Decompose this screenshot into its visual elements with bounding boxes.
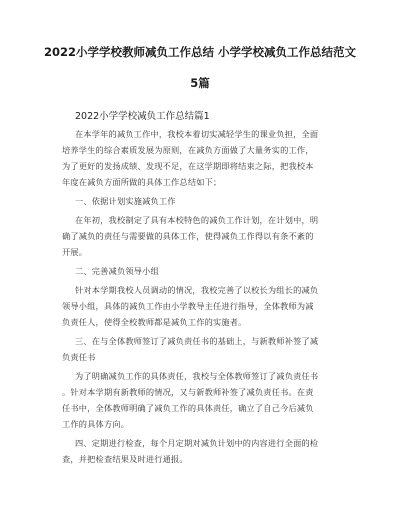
body-line: 查，并把检查结果及时进行通报。: [62, 454, 188, 464]
body-line: 为了更好的发扬成绩、发现不足，在这学期即将结束之际，把我校本: [62, 161, 314, 171]
section-heading: 三、在与全体教师签订了减负责任书的基础上，与新教师补签了减: [75, 336, 319, 346]
document-title-line-1: 2022小学学校教师减负工作总结 小学学校减负工作总结范文: [43, 45, 356, 59]
section-heading: 一、依据计划实施减负工作: [75, 196, 176, 206]
body-line: 任书中，全体教师明确了减负工作的具体责任，确立了自己今后减负: [62, 403, 314, 413]
body-line: 工作的具体方向。: [62, 419, 130, 429]
body-line: 领导小组，具体的减负工作由小学教导主任进行指导，全体教师为减: [62, 301, 314, 311]
body-line: 确了减负的责任与需要做的具体工作，使得减负工作得以有条不紊的: [62, 231, 314, 241]
body-line: 在年初，我校制定了具有本校特色的减负工作计划，在计划中，明: [75, 215, 319, 225]
body-line: 培养学生的综合素质发展为原则，在减负方面做了大量务实的工作，: [62, 145, 314, 155]
body-line: 。针对本学期有新教师的情况，又与新教师补签了减负责任书。在责: [62, 387, 314, 397]
document-title-line-2: 5篇: [190, 76, 210, 90]
section-heading: 四、定期进行检查，每个月定期对减负计划中的内容进行全面的检: [75, 438, 319, 448]
section-heading-continued: 负责任书: [62, 352, 96, 362]
body-line: 在本学年的减负工作中，我校本着切实减轻学生的课业负担，全面: [75, 129, 319, 139]
section-heading: 二、完善减负领导小组: [75, 266, 159, 276]
body-line: 开展。: [62, 247, 88, 257]
body-line: 年度在减负方面所做的具体工作总结如下；: [62, 177, 222, 187]
section-title: 2022小学学校减负工作总结篇1: [75, 111, 210, 122]
body-line: 为了明确减负工作的具体责任，我校与全体教师签订了减负责任书: [75, 371, 319, 381]
body-line: 针对本学期我校人员调动的情况，我校完善了以校长为组长的减负: [75, 285, 319, 295]
body-line: 负责任人，使得全校教师都是减负工作的实施者。: [62, 317, 247, 327]
